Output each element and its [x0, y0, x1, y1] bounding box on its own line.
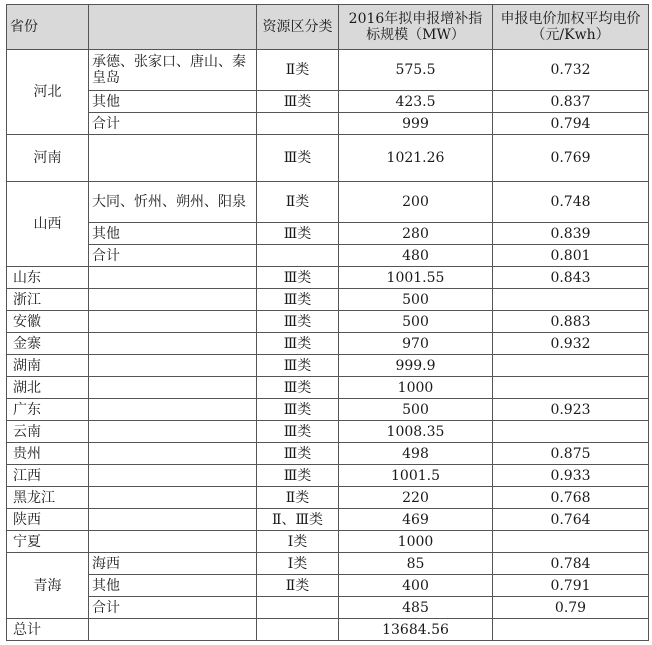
table-row [7, 465, 649, 487]
province-cell: 河南 [7, 135, 89, 182]
province-cell: 金寨 [7, 333, 89, 355]
class-cell: Ⅲ类 [257, 267, 339, 289]
price-cell [493, 377, 649, 399]
class-cell: Ⅲ类 [257, 135, 339, 182]
capacity-cell: 500 [339, 289, 493, 311]
table-row [7, 487, 649, 509]
price-cell [493, 531, 649, 553]
class-cell: Ⅱ、Ⅲ类 [257, 509, 339, 531]
region-cell [89, 267, 257, 289]
capacity-cell: 85 [339, 553, 493, 575]
region-cell: 合计 [89, 113, 257, 135]
region-cell [89, 509, 257, 531]
table-row [7, 421, 649, 443]
price-cell: 0.933 [493, 465, 649, 487]
price-cell: 0.883 [493, 311, 649, 333]
capacity-cell: 1008.35 [339, 421, 493, 443]
region-cell [89, 311, 257, 333]
table-row [7, 399, 649, 421]
class-cell [257, 619, 339, 641]
capacity-cell: 1001.5 [339, 465, 493, 487]
total-row [7, 619, 649, 641]
price-cell: 0.801 [493, 245, 649, 267]
class-cell: Ⅰ类 [257, 531, 339, 553]
capacity-cell: 469 [339, 509, 493, 531]
capacity-cell: 970 [339, 333, 493, 355]
price-cell: 0.748 [493, 182, 649, 223]
region-cell [89, 377, 257, 399]
capacity-cell: 220 [339, 487, 493, 509]
price-cell [493, 619, 649, 641]
header-row [7, 5, 649, 50]
header-region [89, 5, 257, 50]
province-cell: 青海 [7, 553, 89, 619]
capacity-cell: 280 [339, 223, 493, 245]
table-row [7, 333, 649, 355]
table-row [7, 289, 649, 311]
province-cell: 河北 [7, 50, 89, 135]
class-cell: Ⅲ类 [257, 311, 339, 333]
capacity-cell: 423.5 [339, 91, 493, 113]
capacity-cell: 1021.26 [339, 135, 493, 182]
class-cell: Ⅲ类 [257, 399, 339, 421]
class-cell [257, 597, 339, 619]
region-cell: 合计 [89, 245, 257, 267]
capacity-cell: 575.5 [339, 50, 493, 91]
class-cell: Ⅲ类 [257, 355, 339, 377]
capacity-cell: 200 [339, 182, 493, 223]
price-cell: 0.932 [493, 333, 649, 355]
province-cell: 湖南 [7, 355, 89, 377]
capacity-cell: 999.9 [339, 355, 493, 377]
price-cell: 0.837 [493, 91, 649, 113]
capacity-cell: 1001.55 [339, 267, 493, 289]
class-cell: Ⅲ类 [257, 91, 339, 113]
total-capacity-cell: 13684.56 [339, 619, 493, 641]
table-frame [6, 4, 648, 638]
province-cell: 湖北 [7, 377, 89, 399]
region-cell [89, 355, 257, 377]
capacity-cell: 999 [339, 113, 493, 135]
header-price: 申报电价加权平均电价（元/Kwh） [493, 5, 649, 50]
table-row [7, 245, 649, 267]
province-cell: 陕西 [7, 509, 89, 531]
price-cell [493, 421, 649, 443]
capacity-cell: 1000 [339, 531, 493, 553]
price-cell: 0.843 [493, 267, 649, 289]
class-cell: Ⅱ类 [257, 487, 339, 509]
table-row [7, 575, 649, 597]
class-cell: Ⅱ类 [257, 575, 339, 597]
region-cell [89, 531, 257, 553]
class-cell: Ⅲ类 [257, 289, 339, 311]
price-cell: 0.768 [493, 487, 649, 509]
table-row [7, 355, 649, 377]
capacity-cell: 480 [339, 245, 493, 267]
price-cell: 0.875 [493, 443, 649, 465]
class-cell: Ⅲ类 [257, 465, 339, 487]
table-row [7, 267, 649, 289]
region-cell: 合计 [89, 597, 257, 619]
capacity-cell: 498 [339, 443, 493, 465]
region-cell: 承德、张家口、唐山、秦皇岛 [89, 50, 257, 91]
class-cell: Ⅰ类 [257, 553, 339, 575]
region-cell [89, 289, 257, 311]
table-row [7, 553, 649, 575]
price-cell: 0.79 [493, 597, 649, 619]
header-capacity: 2016年拟申报增补指标规模（MW） [339, 5, 493, 50]
price-cell: 0.784 [493, 553, 649, 575]
table-row [7, 509, 649, 531]
price-cell: 0.732 [493, 50, 649, 91]
class-cell: Ⅲ类 [257, 421, 339, 443]
capacity-cell: 500 [339, 399, 493, 421]
class-cell: Ⅲ类 [257, 223, 339, 245]
table-row [7, 135, 649, 182]
region-cell [89, 465, 257, 487]
region-cell [89, 333, 257, 355]
region-cell: 其他 [89, 575, 257, 597]
solar-quota-table [6, 4, 649, 641]
region-cell [89, 135, 257, 182]
price-cell: 0.791 [493, 575, 649, 597]
province-cell: 黑龙江 [7, 487, 89, 509]
header-province: 省份 [7, 5, 89, 50]
table-row [7, 531, 649, 553]
region-cell: 大同、忻州、朔州、阳泉 [89, 182, 257, 223]
province-cell: 江西 [7, 465, 89, 487]
province-cell: 安徽 [7, 311, 89, 333]
region-cell: 其他 [89, 223, 257, 245]
province-cell: 贵州 [7, 443, 89, 465]
table-row [7, 223, 649, 245]
province-cell: 云南 [7, 421, 89, 443]
capacity-cell: 500 [339, 311, 493, 333]
table-row [7, 113, 649, 135]
region-cell: 其他 [89, 91, 257, 113]
province-cell: 山西 [7, 182, 89, 267]
class-cell [257, 113, 339, 135]
province-cell: 浙江 [7, 289, 89, 311]
class-cell: Ⅲ类 [257, 333, 339, 355]
capacity-cell: 485 [339, 597, 493, 619]
region-cell: 海西 [89, 553, 257, 575]
region-cell [89, 487, 257, 509]
price-cell [493, 289, 649, 311]
capacity-cell: 400 [339, 575, 493, 597]
class-cell: Ⅲ类 [257, 377, 339, 399]
table-row [7, 91, 649, 113]
price-cell: 0.764 [493, 509, 649, 531]
class-cell: Ⅱ类 [257, 50, 339, 91]
table-row [7, 443, 649, 465]
header-resource-class: 资源区分类 [257, 5, 339, 50]
province-cell: 山东 [7, 267, 89, 289]
table-row [7, 597, 649, 619]
province-cell: 广东 [7, 399, 89, 421]
price-cell: 0.923 [493, 399, 649, 421]
class-cell: Ⅲ类 [257, 443, 339, 465]
region-cell [89, 619, 257, 641]
class-cell [257, 245, 339, 267]
table-row [7, 311, 649, 333]
province-cell: 宁夏 [7, 531, 89, 553]
region-cell [89, 421, 257, 443]
class-cell: Ⅱ类 [257, 182, 339, 223]
table-row [7, 50, 649, 91]
table-row [7, 182, 649, 223]
region-cell [89, 399, 257, 421]
total-label: 总计 [7, 619, 89, 641]
price-cell: 0.794 [493, 113, 649, 135]
price-cell: 0.839 [493, 223, 649, 245]
capacity-cell: 1000 [339, 377, 493, 399]
price-cell: 0.769 [493, 135, 649, 182]
price-cell [493, 355, 649, 377]
table-row [7, 377, 649, 399]
region-cell [89, 443, 257, 465]
